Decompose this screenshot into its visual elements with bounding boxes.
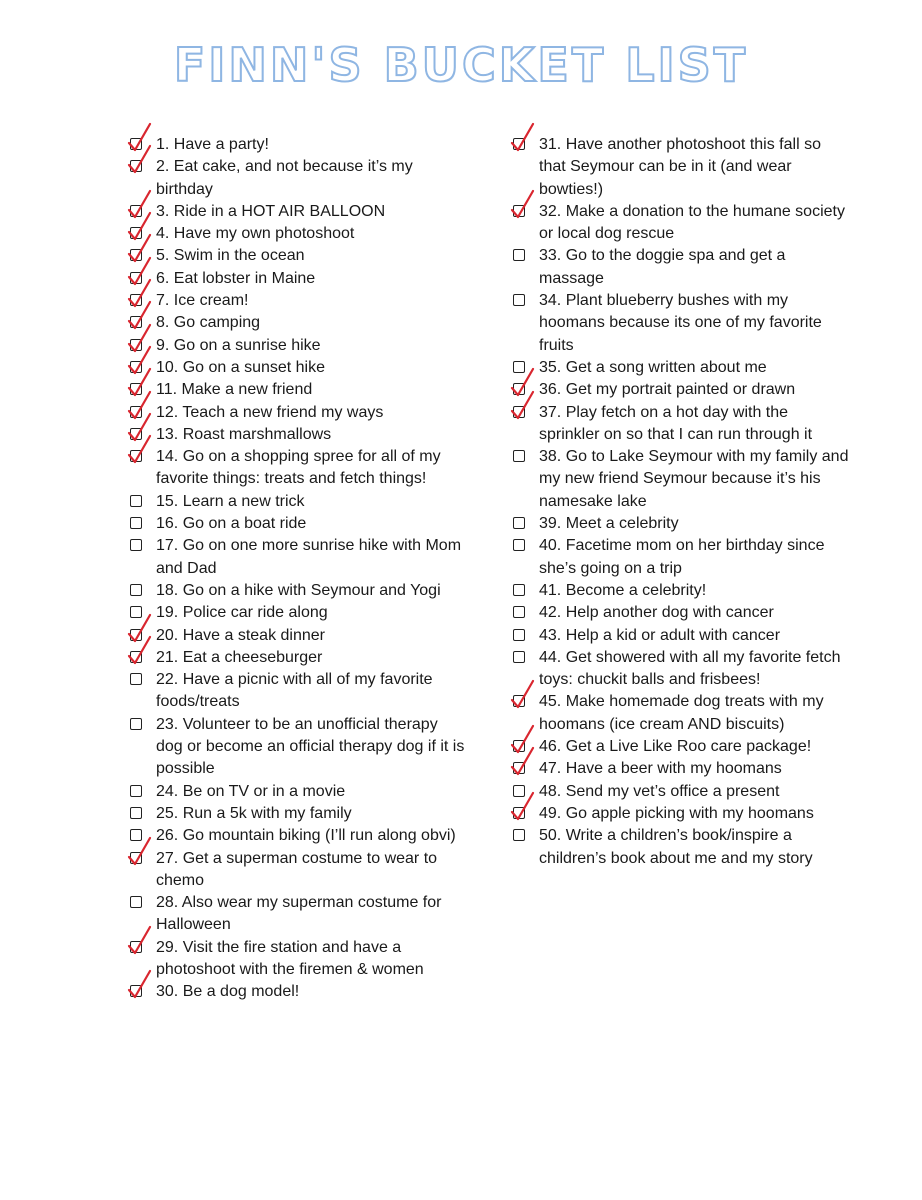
list-item-text: 18. Go on a hike with Seymour and Yogi	[156, 581, 441, 599]
unchecked-checkbox[interactable]	[130, 539, 142, 551]
red-checkmark-icon	[126, 433, 156, 467]
list-item-text: 6. Eat lobster in Maine	[156, 269, 316, 287]
list-item-text: 27. Get a superman costume to wear to chemo	[156, 849, 438, 889]
list-item-text: 33. Go to the doggie spa and get a massage	[539, 247, 786, 287]
bucket-list-left-column	[128, 134, 468, 1004]
list-item	[511, 691, 851, 736]
red-checkmark-icon	[126, 968, 156, 1002]
list-item	[511, 402, 851, 447]
list-item	[511, 134, 851, 201]
list-item	[128, 245, 468, 267]
list-item	[511, 357, 851, 379]
list-item	[511, 803, 851, 825]
list-item	[128, 290, 468, 312]
list-item	[128, 803, 468, 825]
unchecked-checkbox[interactable]	[513, 629, 525, 641]
list-item-text: 8. Go camping	[156, 314, 261, 332]
list-item-text: 19. Police car ride along	[156, 604, 328, 622]
list-item-text: 47. Have a beer with my hoomans	[539, 760, 782, 778]
unchecked-checkbox[interactable]	[513, 294, 525, 306]
list-item-text: 44. Get showered with all my favorite fetch toys: chuckit balls and frisbees!	[539, 648, 841, 689]
list-item	[511, 379, 851, 401]
list-item-text: 4. Have my own photoshoot	[156, 225, 355, 243]
list-item-text: 38. Go to Lake Seymour with my family and my new friend Seymour because it’s his namesake lake	[539, 448, 849, 510]
list-item-text: 50. Write a children’s book/inspire a children’s book about me and my story	[539, 827, 813, 867]
list-item-text: 26. Go mountain biking (I’ll run along obvi)	[156, 827, 456, 845]
list-item	[128, 781, 468, 803]
list-item	[128, 357, 468, 379]
list-item	[128, 937, 468, 982]
list-item-text: 39. Meet a celebrity	[539, 515, 679, 533]
list-item-text: 14. Go on a shopping spree for all of my favorite things: treats and fetch things!	[156, 448, 441, 488]
list-item	[511, 446, 851, 513]
list-item	[511, 535, 851, 580]
list-item-text: 29. Visit the fire station and have a photoshoot with the firemen & women	[156, 938, 424, 978]
list-item	[128, 223, 468, 245]
list-item	[511, 758, 851, 780]
unchecked-checkbox[interactable]	[130, 785, 142, 797]
list-item-text: 45. Make homemade dog treats with my hoomans (ice cream AND biscuits)	[539, 693, 824, 733]
list-item-text: 17. Go on one more sunrise hike with Mom and Dad	[156, 537, 462, 577]
unchecked-checkbox[interactable]	[513, 539, 525, 551]
red-checkmark-icon	[509, 389, 539, 423]
unchecked-checkbox[interactable]	[130, 807, 142, 819]
list-item	[511, 602, 851, 624]
unchecked-checkbox[interactable]	[513, 249, 525, 261]
red-checkmark-icon	[509, 790, 539, 824]
red-checkmark-icon	[126, 143, 156, 177]
list-item	[511, 781, 851, 803]
list-item	[128, 446, 468, 491]
unchecked-checkbox[interactable]	[130, 673, 142, 685]
unchecked-checkbox[interactable]	[130, 896, 142, 908]
list-item	[128, 402, 468, 424]
list-item-text: 5. Swim in the ocean	[156, 247, 305, 265]
list-item-text: 49. Go apple picking with my hoomans	[539, 804, 814, 822]
unchecked-checkbox[interactable]	[130, 495, 142, 507]
list-item-text: 48. Send my vet’s office a present	[539, 782, 780, 800]
list-item	[511, 201, 851, 246]
list-item-text: 43. Help a kid or adult with cancer	[539, 626, 781, 644]
list-item	[128, 268, 468, 290]
unchecked-checkbox[interactable]	[513, 829, 525, 841]
list-item	[511, 736, 851, 758]
list-item-text: 10. Go on a sunset hike	[156, 358, 325, 376]
list-item	[128, 156, 468, 201]
list-item-text: 22. Have a picnic with all of my favorite foods/treats	[156, 671, 433, 711]
list-item-text: 23. Volunteer to be an unofficial therapy dog or become an official therapy dog if it is possible	[156, 715, 465, 778]
list-item	[128, 825, 468, 847]
list-item	[511, 513, 851, 535]
list-item-text: 24. Be on TV or in a movie	[156, 782, 346, 800]
list-item	[128, 625, 468, 647]
list-item	[128, 602, 468, 624]
unchecked-checkbox[interactable]	[513, 606, 525, 618]
list-item	[128, 134, 468, 156]
list-item-text: 40. Facetime mom on her birthday since she’s going on a trip	[539, 537, 825, 577]
list-item-text: 46. Get a Live Like Roo care package!	[539, 738, 812, 756]
red-checkmark-icon	[126, 924, 156, 958]
unchecked-checkbox[interactable]	[513, 517, 525, 529]
list-item	[511, 647, 851, 692]
list-item-text: 13. Roast marshmallows	[156, 425, 332, 443]
red-checkmark-icon	[509, 678, 539, 712]
unchecked-checkbox[interactable]	[130, 584, 142, 596]
list-item	[511, 825, 851, 870]
list-item	[128, 335, 468, 357]
list-item	[128, 513, 468, 535]
red-checkmark-icon	[509, 745, 539, 779]
list-item-text: 7. Ice cream!	[156, 292, 249, 310]
list-item	[128, 312, 468, 334]
list-item-text: 30. Be a dog model!	[156, 983, 300, 1001]
list-item	[128, 491, 468, 513]
list-item-text: 32. Make a donation to the humane society or local dog rescue	[539, 202, 845, 243]
list-item-text: 21. Eat a cheeseburger	[156, 648, 323, 666]
list-item	[128, 535, 468, 580]
list-item	[128, 981, 468, 1003]
unchecked-checkbox[interactable]	[513, 450, 525, 462]
list-item-text: 28. Also wear my superman costume for Halloween	[156, 894, 442, 934]
list-item-text: 25. Run a 5k with my family	[156, 804, 352, 822]
list-item	[511, 290, 851, 357]
list-item	[511, 245, 851, 290]
list-item-text: 20. Have a steak dinner	[156, 626, 325, 644]
red-checkmark-icon	[509, 121, 539, 155]
list-item	[128, 848, 468, 893]
bucket-list-right-column	[511, 134, 851, 870]
red-checkmark-icon	[509, 188, 539, 222]
list-item-text: 11. Make a new friend	[156, 381, 313, 399]
unchecked-checkbox[interactable]	[513, 584, 525, 596]
list-item-text: 35. Get a song written about me	[539, 358, 767, 376]
page-title: FINN'S BUCKET LIST	[173, 38, 749, 92]
list-item-text: 9. Go on a sunrise hike	[156, 336, 321, 354]
list-item-text: 41. Become a celebrity!	[539, 581, 707, 599]
list-item-text: 42. Help another dog with cancer	[539, 604, 774, 622]
list-item-text: 15. Learn a new trick	[156, 492, 305, 510]
red-checkmark-icon	[126, 835, 156, 869]
list-item	[128, 892, 468, 937]
list-item	[128, 201, 468, 223]
list-item-text: 34. Plant blueberry bushes with my hoomans because its one of my favorite fruits	[539, 292, 822, 354]
list-item-text: 12. Teach a new friend my ways	[156, 403, 384, 421]
list-item-text: 31. Have another photoshoot this fall so that Seymour can be in it (and wear bowties!)	[539, 136, 821, 198]
list-item	[511, 580, 851, 602]
list-item	[128, 647, 468, 669]
list-item	[511, 625, 851, 647]
list-item	[128, 424, 468, 446]
list-item-text: 36. Get my portrait painted or drawn	[539, 381, 796, 399]
list-item-text: 37. Play fetch on a hot day with the sprinkler on so that I can run through it	[539, 403, 813, 443]
list-item	[128, 379, 468, 401]
list-item-text: 2. Eat cake, and not because it’s my birthday	[156, 158, 413, 198]
red-checkmark-icon	[126, 634, 156, 668]
list-item-text: 3. Ride in a HOT AIR BALLOON	[156, 202, 386, 220]
unchecked-checkbox[interactable]	[513, 651, 525, 663]
list-item-text: 1. Have a party!	[156, 136, 269, 153]
unchecked-checkbox[interactable]	[130, 718, 142, 730]
list-item	[128, 669, 468, 714]
list-item	[128, 714, 468, 781]
list-item-text: 16. Go on a boat ride	[156, 515, 307, 533]
list-item	[128, 580, 468, 602]
unchecked-checkbox[interactable]	[130, 517, 142, 529]
